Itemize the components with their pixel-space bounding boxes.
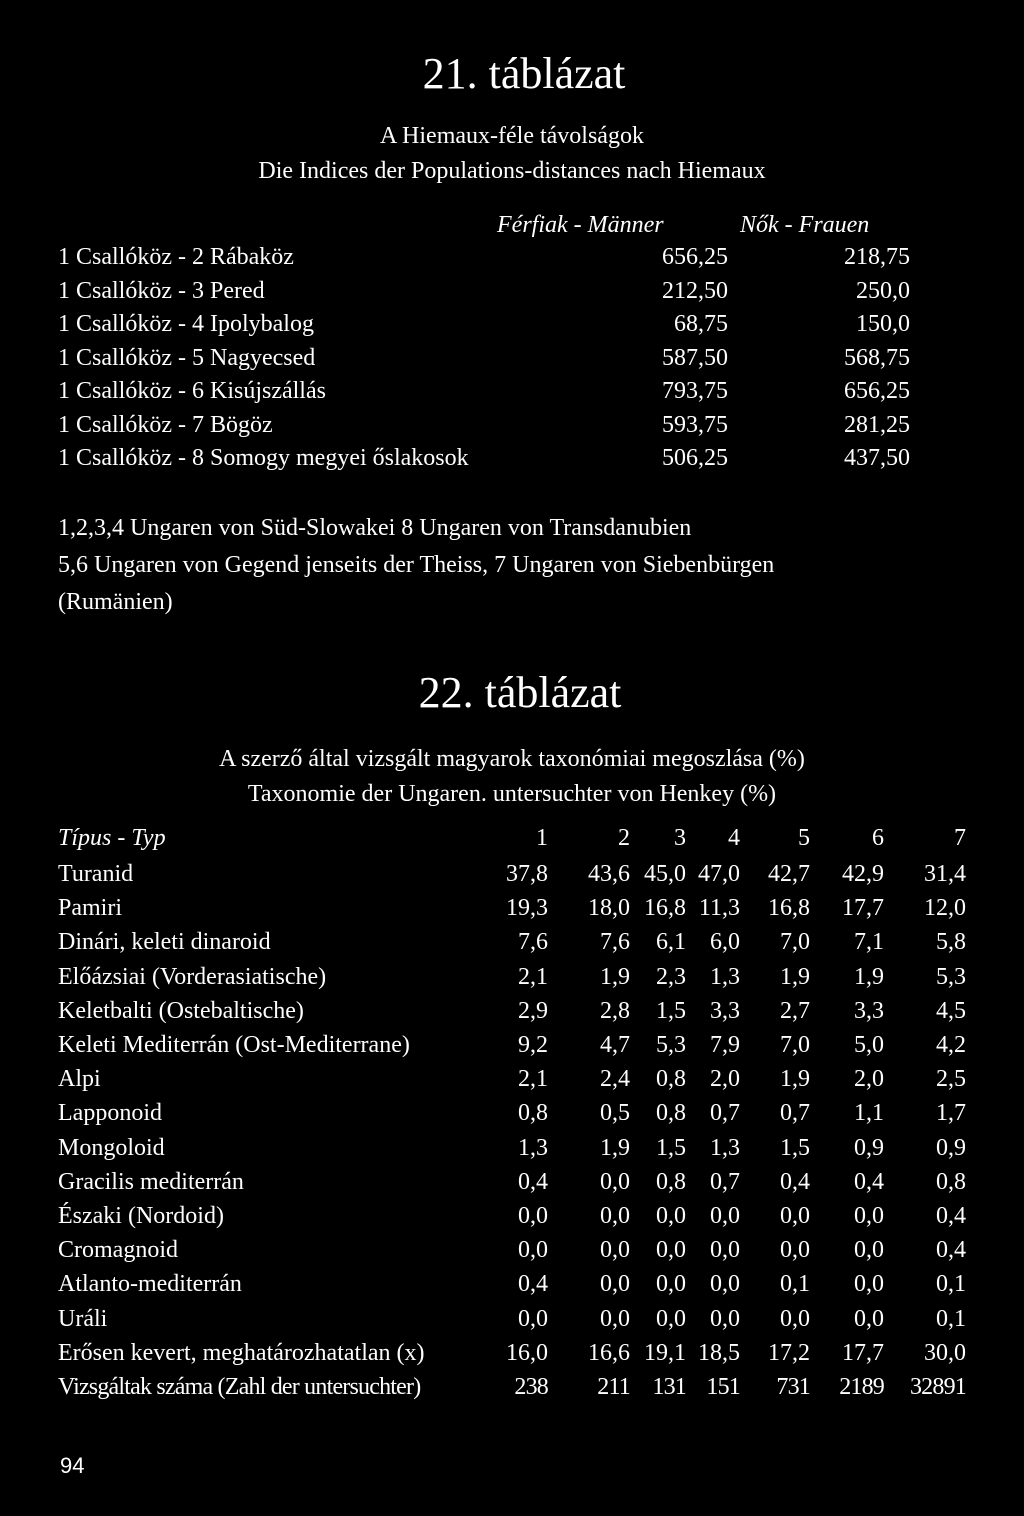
- table-21-subtitle-hu: A Hiemaux-féle távolságok: [380, 123, 644, 149]
- cell-col-4: 47,0: [698, 861, 740, 887]
- cell-col-7: 32891: [909, 1374, 966, 1400]
- row-label: Előázsiai (Vorderasiatische): [58, 963, 327, 990]
- cell-col-5: 7,0: [780, 1032, 810, 1058]
- table-22-header-row: [58, 821, 978, 855]
- cell-col-4: 0,0: [710, 1271, 740, 1298]
- cell-col-5: 1,9: [780, 1066, 810, 1093]
- table-row: [58, 1131, 978, 1165]
- table-row: [58, 925, 978, 959]
- cell-col-4: 2,0: [710, 1066, 740, 1093]
- cell-col-7: 0,1: [936, 1271, 966, 1298]
- row-label: 1 Csallóköz - 3 Pered: [58, 277, 265, 304]
- cell-col-2: 0,0: [600, 1237, 630, 1264]
- cell-col-4: 1,3: [710, 1134, 740, 1161]
- cell-col-6: 42,9: [842, 861, 884, 887]
- row-label: 1 Csallóköz - 8 Somogy megyei őslakosok: [58, 445, 469, 471]
- column-header-5: 5: [798, 825, 810, 851]
- women-value: 656,25: [844, 378, 910, 404]
- column-header-2: 2: [618, 825, 630, 851]
- page-number: 94: [60, 1453, 85, 1478]
- table-row: [58, 1096, 978, 1130]
- cell-col-2: 0,0: [600, 1271, 630, 1298]
- table-21-note: 1,2,3,4 Ungaren von Süd-Slowakei 8 Ungaren von Transdanubien: [58, 515, 692, 541]
- table-row: [58, 441, 958, 475]
- cell-col-2: 2,8: [600, 997, 630, 1024]
- cell-col-4: 7,9: [710, 1032, 740, 1058]
- cell-col-1: 2,1: [518, 963, 548, 990]
- cell-col-3: 2,3: [656, 963, 686, 990]
- cell-col-1: 9,2: [518, 1032, 548, 1058]
- cell-col-2: 0,5: [600, 1100, 630, 1127]
- cell-col-2: 0,0: [600, 1168, 630, 1195]
- row-label: 1 Csallóköz - 2 Rábaköz: [58, 244, 294, 270]
- cell-col-5: 0,1: [780, 1271, 810, 1298]
- table-row: [58, 374, 958, 408]
- cell-col-1: 1,3: [518, 1134, 548, 1161]
- cell-col-5: 0,7: [780, 1100, 810, 1127]
- table-21-note: 5,6 Ungaren von Gegend jenseits der Theiss, 7 Ungaren von Siebenbürgen: [58, 552, 775, 578]
- row-label: Keletbalti (Ostebaltische): [58, 997, 304, 1024]
- cell-col-6: 7,1: [854, 929, 884, 956]
- column-header-1: 1: [536, 825, 548, 851]
- cell-col-4: 11,3: [698, 895, 740, 922]
- cell-col-6: 0,0: [854, 1271, 884, 1298]
- cell-col-3: 0,0: [656, 1203, 686, 1229]
- cell-col-7: 31,4: [924, 861, 966, 887]
- men-value: 506,25: [662, 445, 728, 471]
- row-label: Atlanto-mediterrán: [58, 1271, 242, 1298]
- row-label: Vizsgáltak száma (Zahl der untersuchter): [58, 1374, 421, 1400]
- cell-col-6: 17,7: [842, 895, 884, 922]
- cell-col-6: 0,0: [854, 1203, 884, 1229]
- cell-col-7: 12,0: [924, 895, 966, 922]
- cell-col-7: 5,3: [936, 963, 966, 990]
- cell-col-2: 16,6: [588, 1339, 630, 1366]
- cell-col-6: 2189: [839, 1374, 884, 1400]
- women-value: 437,50: [844, 445, 910, 471]
- table-row: [58, 994, 978, 1028]
- row-label: Alpi: [58, 1066, 101, 1093]
- table-row: [58, 1370, 978, 1404]
- cell-col-2: 18,0: [588, 895, 630, 922]
- row-label: Erősen kevert, meghatározhatatlan (x): [58, 1339, 425, 1366]
- cell-col-3: 0,8: [656, 1100, 686, 1127]
- column-header-women: Nők - Frauen: [740, 212, 870, 238]
- cell-col-5: 7,0: [780, 929, 810, 956]
- row-label: Mongoloid: [58, 1134, 165, 1161]
- cell-col-1: 0,4: [518, 1168, 548, 1195]
- cell-col-1: 0,8: [518, 1100, 548, 1127]
- cell-col-1: 2,9: [518, 997, 548, 1024]
- men-value: 587,50: [662, 344, 728, 371]
- cell-col-3: 0,8: [656, 1168, 686, 1195]
- women-value: 218,75: [844, 244, 910, 270]
- cell-col-1: 0,0: [518, 1203, 548, 1229]
- cell-col-2: 1,9: [600, 963, 630, 990]
- row-label: 1 Csallóköz - 5 Nagyecsed: [58, 344, 316, 371]
- cell-col-1: 19,3: [506, 895, 548, 922]
- cell-col-4: 3,3: [710, 997, 740, 1024]
- cell-col-3: 131: [652, 1374, 686, 1400]
- table-row: [58, 341, 958, 375]
- cell-col-4: 151: [706, 1374, 740, 1400]
- cell-col-2: 211: [597, 1374, 630, 1400]
- men-value: 212,50: [662, 277, 728, 304]
- row-label: Uráli: [58, 1305, 108, 1332]
- table-row: [58, 1062, 978, 1096]
- cell-col-1: 0,4: [518, 1271, 548, 1298]
- cell-col-6: 3,3: [854, 997, 884, 1024]
- row-label: Dinári, keleti dinaroid: [58, 929, 271, 956]
- cell-col-4: 1,3: [710, 963, 740, 990]
- cell-col-7: 2,5: [936, 1066, 966, 1093]
- men-value: 68,75: [674, 311, 728, 337]
- cell-col-5: 1,5: [780, 1134, 810, 1161]
- cell-col-6: 0,4: [854, 1168, 884, 1195]
- table-row: [58, 1028, 978, 1062]
- men-value: 656,25: [662, 244, 728, 270]
- cell-col-7: 0,8: [936, 1168, 966, 1195]
- table-row: [58, 1199, 978, 1233]
- cell-col-6: 1,1: [854, 1100, 884, 1127]
- cell-col-6: 17,7: [842, 1339, 884, 1366]
- table-row: [58, 960, 978, 994]
- cell-col-6: 0,9: [854, 1134, 884, 1161]
- women-value: 150,0: [856, 311, 910, 337]
- cell-col-4: 0,0: [710, 1305, 740, 1332]
- table-22-subtitle-hu: A szerző által vizsgált magyarok taxonómiai megoszlása (%): [219, 746, 805, 772]
- cell-col-3: 0,8: [656, 1066, 686, 1093]
- row-label: Turanid: [58, 861, 134, 887]
- cell-col-4: 0,7: [710, 1100, 740, 1127]
- cell-col-6: 1,9: [854, 963, 884, 990]
- cell-col-2: 0,0: [600, 1305, 630, 1332]
- cell-col-2: 0,0: [600, 1203, 630, 1229]
- column-header-type: Típus - Typ: [58, 825, 166, 851]
- cell-col-1: 238: [514, 1374, 548, 1400]
- cell-col-5: 1,9: [780, 963, 810, 990]
- cell-col-6: 0,0: [854, 1237, 884, 1264]
- row-label: Pamiri: [58, 895, 122, 922]
- cell-col-1: 37,8: [506, 861, 548, 887]
- cell-col-7: 0,4: [936, 1203, 966, 1229]
- cell-col-7: 0,9: [936, 1134, 966, 1161]
- cell-col-4: 18,5: [698, 1339, 740, 1366]
- women-value: 250,0: [856, 277, 910, 304]
- table-row: [58, 307, 958, 341]
- cell-col-4: 0,0: [710, 1237, 740, 1264]
- cell-col-5: 731: [776, 1374, 810, 1400]
- cell-col-4: 0,0: [710, 1203, 740, 1229]
- cell-col-3: 0,0: [656, 1271, 686, 1298]
- cell-col-7: 0,4: [936, 1237, 966, 1264]
- table-row: [58, 240, 958, 274]
- table-row: [58, 1302, 978, 1336]
- cell-col-6: 0,0: [854, 1305, 884, 1332]
- cell-col-1: 16,0: [506, 1339, 548, 1366]
- cell-col-5: 16,8: [768, 895, 810, 922]
- cell-col-4: 0,7: [710, 1168, 740, 1195]
- row-label: Lapponoid: [58, 1100, 162, 1127]
- cell-col-1: 2,1: [518, 1066, 548, 1093]
- cell-col-3: 5,3: [656, 1032, 686, 1058]
- cell-col-7: 4,5: [936, 997, 966, 1024]
- cell-col-6: 2,0: [854, 1066, 884, 1093]
- cell-col-2: 1,9: [600, 1134, 630, 1161]
- cell-col-3: 45,0: [644, 861, 686, 887]
- cell-col-4: 6,0: [710, 929, 740, 956]
- table-row: [58, 274, 958, 308]
- cell-col-7: 4,2: [936, 1032, 966, 1058]
- cell-col-3: 16,8: [644, 895, 686, 922]
- row-label: 1 Csallóköz - 7 Bögöz: [58, 411, 273, 438]
- cell-col-1: 0,0: [518, 1305, 548, 1332]
- table-row: [58, 1267, 978, 1301]
- cell-col-5: 0,0: [780, 1237, 810, 1264]
- table-row: [58, 1165, 978, 1199]
- cell-col-3: 1,5: [656, 997, 686, 1024]
- men-value: 793,75: [662, 378, 728, 404]
- cell-col-5: 2,7: [780, 997, 810, 1024]
- cell-col-3: 19,1: [644, 1339, 686, 1366]
- table-22-title: 22. táblázat: [418, 668, 622, 717]
- column-header-men: Férfiak - Männer: [497, 212, 664, 238]
- row-label: Északi (Nordoid): [58, 1203, 224, 1229]
- row-label: 1 Csallóköz - 4 Ipolybalog: [58, 311, 314, 337]
- cell-col-2: 4,7: [600, 1032, 630, 1058]
- cell-col-1: 0,0: [518, 1237, 548, 1264]
- table-21-note: (Rumänien): [58, 589, 173, 615]
- women-value: 281,25: [844, 411, 910, 438]
- table-row: [58, 891, 978, 925]
- table-row: [58, 1233, 978, 1267]
- cell-col-7: 1,7: [936, 1100, 966, 1127]
- table-21-subtitle-de: Die Indices der Populations-distances nach Hiemaux: [258, 158, 766, 184]
- table-21-title: 21. táblázat: [422, 49, 626, 98]
- cell-col-3: 0,0: [656, 1237, 686, 1264]
- cell-col-5: 17,2: [768, 1339, 810, 1366]
- cell-col-2: 2,4: [600, 1066, 630, 1093]
- cell-col-2: 7,6: [600, 929, 630, 956]
- column-header-6: 6: [872, 825, 884, 851]
- table-22-subtitle-de: Taxonomie der Ungaren. untersuchter von Henkey (%): [247, 781, 777, 807]
- row-label: 1 Csallóköz - 6 Kisújszállás: [58, 378, 326, 404]
- column-header-3: 3: [674, 825, 686, 851]
- cell-col-6: 5,0: [854, 1032, 884, 1058]
- table-row: [58, 408, 958, 442]
- row-label: Cromagnoid: [58, 1237, 178, 1264]
- cell-col-3: 0,0: [656, 1305, 686, 1332]
- column-header-7: 7: [954, 825, 966, 851]
- cell-col-3: 6,1: [656, 929, 686, 956]
- cell-col-5: 0,0: [780, 1305, 810, 1332]
- cell-col-1: 7,6: [518, 929, 548, 956]
- table-row: [58, 857, 978, 891]
- women-value: 568,75: [844, 344, 910, 371]
- table-row: [58, 1336, 978, 1370]
- column-header-4: 4: [728, 825, 740, 851]
- cell-col-7: 30,0: [924, 1339, 966, 1366]
- row-label: Gracilis mediterrán: [58, 1168, 244, 1195]
- cell-col-7: 5,8: [936, 929, 966, 956]
- row-label: Keleti Mediterrán (Ost-Mediterrane): [58, 1032, 410, 1058]
- cell-col-2: 43,6: [588, 861, 630, 887]
- cell-col-7: 0,1: [936, 1305, 966, 1332]
- men-value: 593,75: [662, 411, 728, 438]
- cell-col-5: 0,4: [780, 1168, 810, 1195]
- cell-col-5: 0,0: [780, 1203, 810, 1229]
- cell-col-3: 1,5: [656, 1134, 686, 1161]
- cell-col-5: 42,7: [768, 861, 810, 887]
